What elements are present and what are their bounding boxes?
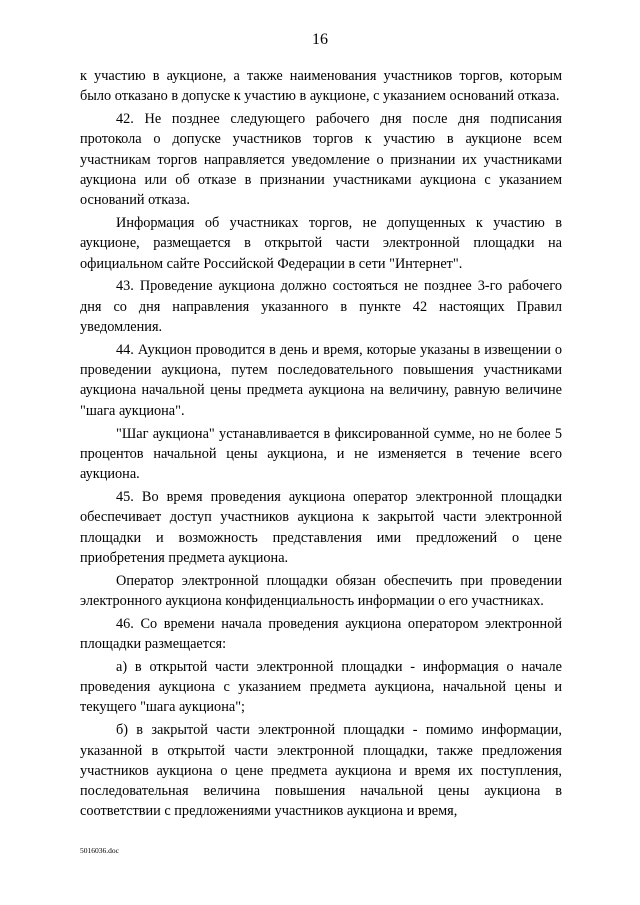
paragraph: 46. Со времени начала проведения аукциона оператором электронной площадки размещается: [80,615,562,653]
paragraph: 44. Аукцион проводится в день и время, которые указаны в извещении о проведении аукциона, путем последовательного повышения участниками аукциона начальной цены предмета аукциона на величину, равную величине "шага аукциона". [80,341,562,419]
document-filename: 5016036.doc [80,846,119,855]
paragraph: б) в закрытой части электронной площадки - помимо информации, указанной в открытой части электронной площадки, также предложения участников аукциона о цене предмета аукциона и время их поступления, последовательная величина повышения начальной цены аукциона в соответствии с предложениями участников аукциона и время, [80,722,562,820]
page-number: 16 [312,31,328,48]
paragraph: 45. Во время проведения аукциона оператор электронной площадки обеспечивает доступ участников аукциона к закрытой части электронной площадки и возможность представления ими предложений о цене приобретения предмета аукциона. [80,488,562,566]
paragraph: Информация об участниках торгов, не допущенных к участию в аукционе, размещается в открытой части электронной площадки на официальном сайте Российской Федерации в сети "Интернет". [80,215,562,272]
paragraph: 43. Проведение аукциона должно состояться не позднее 3-го рабочего дня со дня направления указанного в пункте 42 настоящих Правил уведомления. [80,278,562,336]
paragraph: Оператор электронной площадки обязан обеспечить при проведении электронного аукциона конфиденциальность информации о его участниках. [80,572,562,609]
paragraph: а) в открытой части электронной площадки - информация о начале проведения аукциона с указанием предмета аукциона, начальной цены и текущего "шага аукциона"; [80,658,562,716]
paragraph: 42. Не позднее следующего рабочего дня после дня подписания протокола о допуске участников торгов к участию в аукционе всем участникам торгов направляется уведомление о признании их участниками аукциона или об отказе в признании участниками аукциона с указанием оснований отказа. [80,111,562,209]
paragraph: "Шаг аукциона" устанавливается в фиксированной сумме, но не более 5 процентов начальной цены аукциона, и не изменяется в течение всего аукциона. [80,425,562,483]
document-body [80,66,562,824]
paragraph: к участию в аукционе, а также наименования участников торгов, которым было отказано в допуске к участию в аукционе, с указанием оснований отказа. [80,68,562,105]
